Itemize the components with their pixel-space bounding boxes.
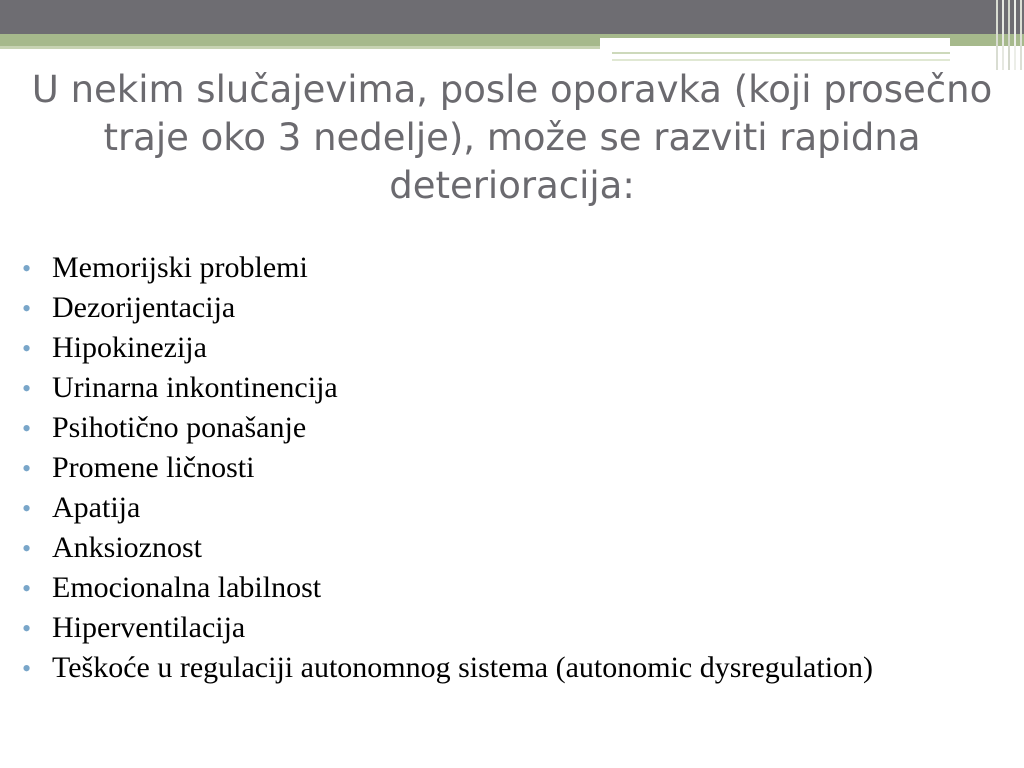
corner-stripe — [1020, 0, 1022, 70]
bullet-list — [22, 248, 982, 688]
header-accent-line — [612, 59, 950, 61]
corner-stripe — [1002, 0, 1004, 70]
corner-stripe — [1014, 0, 1016, 70]
bullet-item: • Dezorijentacija — [22, 288, 982, 328]
header-white-tab — [600, 38, 950, 60]
corner-stripe — [996, 0, 998, 70]
bullet-item: • Psihotično ponašanje — [22, 408, 982, 448]
header-accent-line — [612, 52, 950, 54]
bullet-item: • Anksioznost — [22, 528, 982, 568]
bullet-item: • Hiperventilacija — [22, 608, 982, 648]
header-band-thin — [0, 46, 600, 49]
bullet-item: • Memorijski problemi — [22, 248, 982, 288]
slide-title: U nekim slučajevima, posle oporavka (koji prosečno traje oko 3 nedelje), može se razviti rapidna deterioracija: — [31, 68, 993, 207]
corner-stripe — [1008, 0, 1010, 70]
bullet-item: • Apatija — [22, 488, 982, 528]
bullet-item: • Urinarna inkontinencija — [22, 368, 982, 408]
bullet-item: • Promene ličnosti — [22, 448, 982, 488]
header-band-dark — [0, 0, 1024, 34]
bullet-item: • Emocionalna labilnost — [22, 568, 982, 608]
bullet-item: • Teškoće u regulaciji autonomnog sistema (autonomic dysregulation) — [22, 648, 982, 688]
corner-stripes — [994, 0, 1024, 70]
bullet-item: • Hipokinezija — [22, 328, 982, 368]
